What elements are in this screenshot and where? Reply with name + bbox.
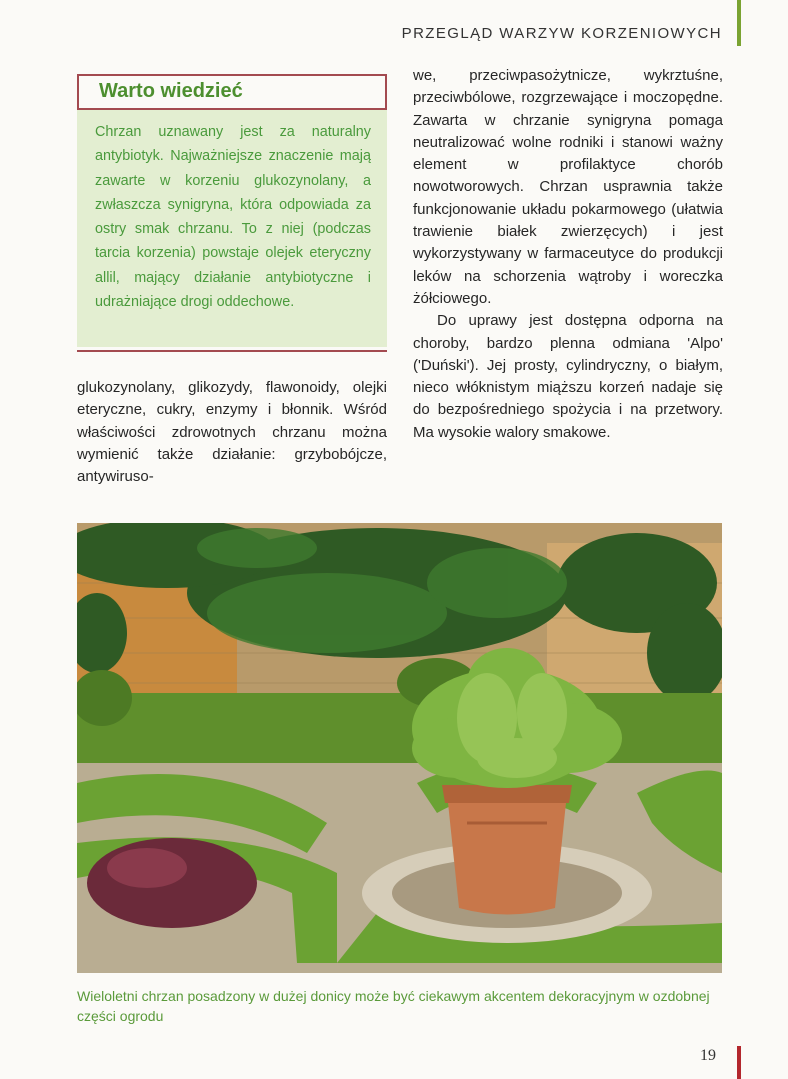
info-box-text: Chrzan uznawany jest za naturalny antybiotyk. Najważniejsze znaczenie mają zawarte w korzeniu glukozynolany, a zwłaszcza synigryna, która odpowiada za ostry smak chrzanu. To z niej (podczas tarcia korzenia) powstaje olejek eteryczny allil, mający działanie antybiotyczne i udrażniające drogi oddechowe. xyxy=(95,124,371,311)
info-box-body xyxy=(77,110,387,347)
garden-photo xyxy=(77,523,722,973)
right-column xyxy=(413,65,723,444)
info-box-title: Warto wiedzieć xyxy=(99,80,243,102)
right-paragraph-1: we, przeciwpasożytnicze, wykrztuśne, przeciwbólowe, rozgrzewające i moczopędne. Zawarta w chrzanie synigryna pomaga neutralizować wolne rodniki i stanowi ważny element w profilaktyce chorób nowotworowych. Chrzan usprawnia także funkcjonowanie układu pokarmowego (ułatwia trawienie białek zwierzęcych) i jest wykorzystywany w farmaceutyce do produkcji leków na schorzenia wątroby i woreczka żółciowego. xyxy=(413,67,723,307)
section-title: PRZEGLĄD WARZYW KORZENIOWYCH xyxy=(401,25,722,42)
info-box-title-frame xyxy=(77,74,387,110)
header-accent-bar xyxy=(737,0,741,46)
right-paragraph-2: Do uprawy jest dostępna odporna na choroby, bardzo plenna odmiana 'Alpo' ('Duński'). Jej prosty, cylindryczny, o białym, nieco włóknistym miąższu korzeń nadaje się do bezpośredniego spożycia i na przetwory. Ma wysokie walory smakowe. xyxy=(413,312,723,441)
info-box xyxy=(77,74,387,352)
page-number: 19 xyxy=(700,1047,716,1064)
left-column xyxy=(77,377,387,488)
footer-accent-bar xyxy=(737,1046,741,1079)
photo-caption: Wieloletni chrzan posadzony w dużej donicy może być ciekawym akcentem dekoracyjnym w ozdobnej części ogrodu xyxy=(77,988,710,1024)
left-paragraph: glukozynolany, glikozydy, flawonoidy, olejki eteryczne, cukry, enzymy i błonnik. Wśród właściwości zdrowotnych chrzanu można wymienić także działanie: grzybobójcze, antywiruso- xyxy=(77,379,387,486)
